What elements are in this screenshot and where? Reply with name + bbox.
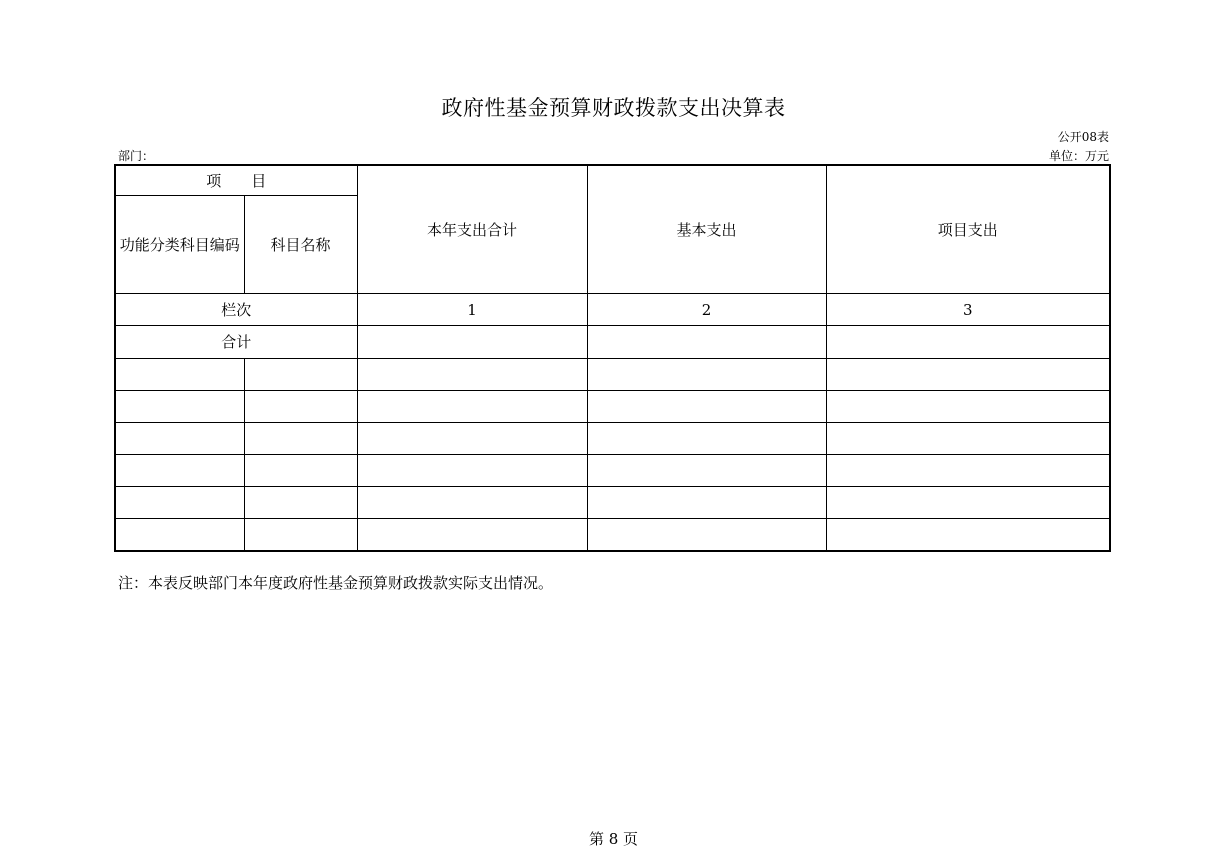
- table-cell: [244, 391, 357, 423]
- table-cell: [357, 391, 587, 423]
- table-cell: [244, 519, 357, 552]
- table-cell: [826, 487, 1110, 519]
- department-label: 部门：: [118, 149, 155, 163]
- table-cell: [826, 455, 1110, 487]
- basic-expenditure-header: 基本支出: [587, 165, 826, 294]
- table-cell: [357, 359, 587, 391]
- table-cell: [115, 359, 244, 391]
- table-cell: [244, 487, 357, 519]
- total-cell: [826, 326, 1110, 359]
- table-row: [115, 391, 1110, 423]
- table-row: [115, 359, 1110, 391]
- table-cell: [826, 391, 1110, 423]
- table-cell: [826, 423, 1110, 455]
- footnote: 注：本表反映部门本年度政府性基金预算财政拨款实际支出情况。: [118, 574, 554, 592]
- total-label: 合计: [115, 326, 357, 359]
- table-cell: [115, 423, 244, 455]
- table-cell: [115, 455, 244, 487]
- table-cell: [826, 359, 1110, 391]
- table-cell: [587, 455, 826, 487]
- column-index-2: 2: [587, 294, 826, 326]
- table-row: [115, 519, 1110, 552]
- function-code-header: 功能分类科目编码: [115, 196, 244, 294]
- table-cell: [357, 487, 587, 519]
- column-index-label: 栏次: [115, 294, 357, 326]
- form-number: 公开08表: [1057, 130, 1109, 144]
- page-number: 第 8 页: [588, 830, 639, 848]
- table-cell: [244, 423, 357, 455]
- table-row: [115, 423, 1110, 455]
- table-cell: [115, 487, 244, 519]
- table-cell: [587, 423, 826, 455]
- table-cell: [357, 423, 587, 455]
- unit-label: 单位：万元: [1048, 149, 1109, 163]
- table-cell: [587, 519, 826, 552]
- table-cell: [587, 391, 826, 423]
- item-header: 项 目: [115, 165, 357, 196]
- expenditure-table: [114, 164, 1111, 552]
- table-row: [115, 455, 1110, 487]
- total-cell: [587, 326, 826, 359]
- table-cell: [244, 359, 357, 391]
- column-index-1: 1: [357, 294, 587, 326]
- table-cell: [357, 519, 587, 552]
- table-cell: [587, 359, 826, 391]
- column-index-3: 3: [826, 294, 1110, 326]
- table-cell: [587, 487, 826, 519]
- table-cell: [115, 391, 244, 423]
- subject-name-header: 科目名称: [244, 196, 357, 294]
- total-expenditure-header: 本年支出合计: [357, 165, 587, 294]
- total-cell: [357, 326, 587, 359]
- table-cell: [244, 455, 357, 487]
- table-cell: [357, 455, 587, 487]
- table-cell: [826, 519, 1110, 552]
- table-row: [115, 487, 1110, 519]
- page-title: 政府性基金预算财政拨款支出决算表: [441, 96, 786, 120]
- project-expenditure-header: 项目支出: [826, 165, 1110, 294]
- table-cell: [115, 519, 244, 552]
